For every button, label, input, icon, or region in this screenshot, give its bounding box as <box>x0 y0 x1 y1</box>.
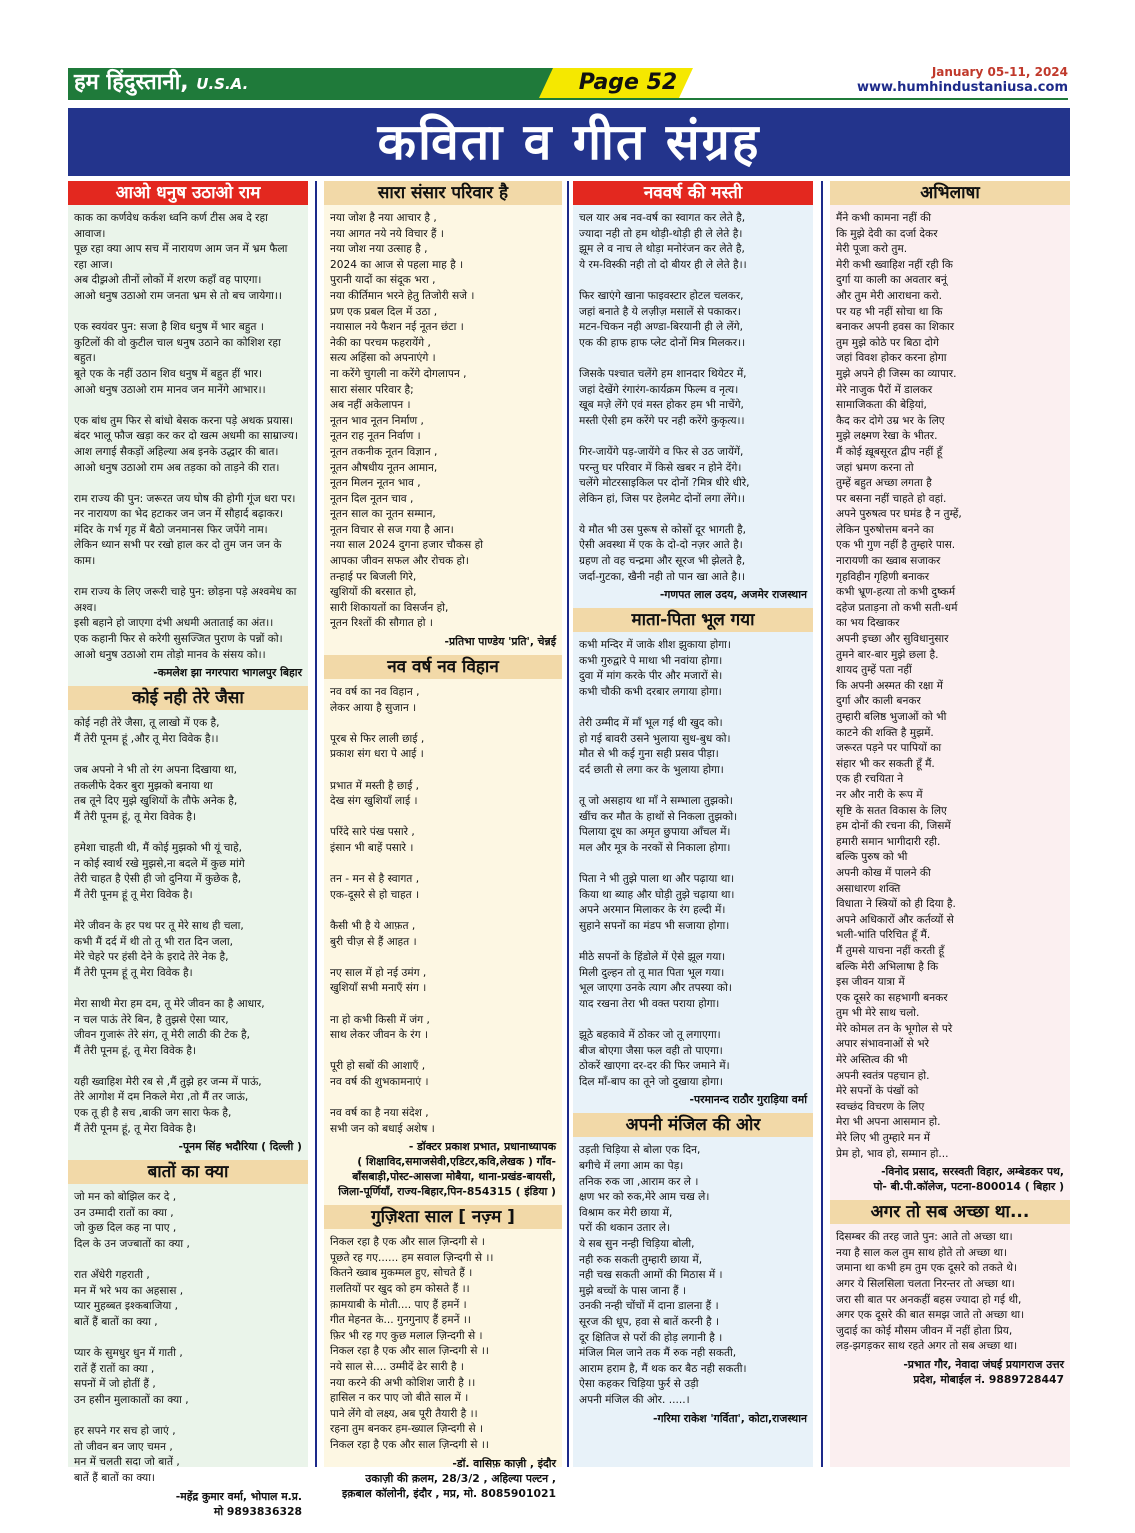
poem-body: मैंने कभी कामना नहीं की कि मुझे देवी का दर्जा देकर मेरी पूजा करो तुम. मेरी कभी ख्वाहिश नहीं रही कि दुर्गा या काली का अवतार बनूं और तुम मेरी आराधना करो. पर यह भी नहीं सोचा था कि बनाकर अपनी हवस का शिकार तुम मुझे कोठे पर बिठा दोगे जहां विवश होकर करना होगा मुझे अपने ही जिस्म का व्यापार. मेरे नाजुक पैरों में डालकर सामाजिकता की बेड़ियां, कैद कर दोगे उम्र भर के लिए मुझे लक्ष्मण रेखा के भीतर. मैं कोई ख़ूबसूरत द्वीप नहीं हूँ जहां भ्रमण करना तो तुम्हें बहुत अच्छा लगता है पर बसना नहीं चाहते हो वहां. अपने पुरुषत्व पर घमंड है न तुम्हें, लेकिन पुरुषोत्तम बनने का एक भी गुण नहीं है तुम्हारे पास. नारायणी का ख्वाब सजाकर गृहविहीन गृहिणी बनाकर कभी भ्रूण-हत्या तो कभी दुष्कर्म दहेज प्रताड़ना तो कभी सती-धर्म का भय दिखाकर अपनी इच्छा और सुविधानुसार तुमने बार-बार मुझे छला है. शायद तुम्हें पता नहीं कि अपनी अस्मत की रक्षा में दुर्गा और काली बनकर तुम्हारी बलिष्ठ भुजाओं को भी काटने की शक्ति है मुझमें. जरूरत पड़ने पर पापियों का संहार भी कर सकती हूँ मैं. एक ही रचयिता ने नर और नारी के रूप में सृष्टि के सतत विकास के लिए हम दोनों की रचना की, जिसमें हमारी समान भागीदारी रही. बल्कि पुरुष को भी अपनी कोख में पालने की असाधारण शक्ति विधाता ने स्त्रियों को ही दिया है. अपने अधिकारों और कर्तव्यों से भली-भांति परिचित हूँ मैं. मैं तुमसे याचना नहीं करती हूँ बल्कि मेरी अभिलाषा है कि इस जीवन यात्रा में एक दूसरे का सहभागी बनकर तुम भी मेरे साथ चलो. मेरे कोमल तन के भूगोल से परे अपार संभावनाओं से भरे मेरे अस्तित्व की भी अपनी स्वतंत्र पहचान हो. मेरे सपनों के पंखों को स्वच्छंद विचरण के लिए मेरा भी अपना आसमान हो. मेरे लिए भी तुम्हारे मन में प्रेम हो, भाव हो, सम्मान हो... <box>836 212 962 1160</box>
poem-author: -गरिमा राकेश 'गर्विता', कोटा,राजस्थान <box>652 1411 807 1425</box>
masthead-title: हम हिंदुस्तानी, <box>74 70 189 95</box>
poem-title: अपनी मंजिल की ओर <box>573 1113 813 1137</box>
poem-title: सारा संसार परिवार है <box>324 181 562 205</box>
column-divider <box>821 181 823 1467</box>
issue-date: January 05-11, 2024 <box>931 65 1068 79</box>
poem-body: नया जोश है नया आचार है , नया आगत नये नये विचार हैं । नया जोश नया उत्साह है , 2024 का आज से पहला माह है । पुरानी यादों का संदूक भरा , नया कीर्तिमान भरने हेतु तिजोरी सजे । प्रण एक प्रबल दिल में उठा , नयासाल नये फैशन नई नूतन छंटा । नेकी का परचम फहरायेंगे , सत्य अहिंसा को अपनाएंगे । ना करेंगे चुगली ना करेंगे दोगलापन , सारा संसार परिवार है; अब नहीं अकेलापन । नूतन भाव नूतन निर्माण , नूतन राह नूतन निर्वाण । नूतन तकनीक नूतन विज्ञान , नूतन औषधीय नूतन आमान, नूतन मिलन नूतन भाव , नूतन दिल नूतन चाव , नूतन साल का नूतन सम्मान, नूतन विचार से सज गया है आन। नया साल 2024 दुगना हजार चौकस हो आपका जीवन सफल और रोचक हो। तन्हाई पर बिजली गिरे, खुशियों की बरसात हो, सारी शिकायतों का विसर्जन हो, नूतन रिश्तों की सौगात हो । <box>330 212 483 630</box>
poem-body: निकल रहा है एक और साल ज़िन्दगी से । पूछते रह गए...... हम सवाल ज़िन्दगी से ।। कितने ख्वाब मुकम्मल हुए, सोचते हैं । ग़लतियों पर खुद को हम कोसते हैं ।। क़ामयाबी के मोती.... पाए हैं हमनें । गीत मेहनत के... गुनगुनाए हैं हमनें ।। फ़िर भी रह गए कुछ मलाल ज़िन्दगी से । निकल रहा है एक और साल ज़िन्दगी से ।। नये साल से.... उम्मीदें ढेर सारी है । नया करने की अभी कोशिश जारी है ।। हासिल न कर पाए जो बीते साल में । पाने लेंगे वो लक्ष्य, अब पूरी तैयारी है ।। रहना तुम बनकर हम-ख्याल ज़िन्दगी से । निकल रहा है एक और साल ज़िन्दगी से ।। <box>330 1236 494 1451</box>
poem-author: -प्रतिभा पाण्डेय 'प्रति', चेन्नई <box>444 635 556 649</box>
poem-author: -कमलेश झा नगरपारा भागलपुर बिहार <box>153 666 302 680</box>
poem-body: काक का कर्णवेध कर्कश ध्वनि कर्ण टीस अब दे रहा आवाज। पूछ रहा क्या आप सच में नारायण आम जन में भ्रम फैला रहा आज। अब दीझ़ओ तीनों लोकों में शरण कहाँ वह पाएगा। आओ धनुष उठाओ राम जनता भ्रम से तो बच जायेगा।। एक स्वयंवर पुन: सजा है शिव धनुष में भार बहुत । कुटिलों की वो कुटील चाल धनुष उठाने का कोशिश रहा बहुत। बूते एक के नहीं उठान शिव धनुष में बहुत हीं भार। आओ धनुष उठाओ राम मानव जन मानेंगे आभार।। एक बांध तुम फिर से बांधो बेसक करना पड़े अथक प्रयास। बंदर भालू फौज खड़ा कर कर दो खत्म अधमी का साम्राज्य। आश लगाई सैकड़ों अहिल्या अब इनके उद्धार की बात। आओ धनुष उठाओ राम अब तड़का को ताड़ने की रात। राम राज्य की पुन: जरूरत जय घोष की होगी गूंज धरा पर। नर नारायण का भेद हटाकर जन जन में सौहार्द बढ़ाकर। मंदिर के गर्भ गृह में बैठो जनमानस फिर जपेंगे नाम। लेकिन ध्यान सभी पर रखो हाल कर दो तुम जन जन के काम। राम राज्य के लिए जरूरी चाहे पुन: छोड़ना पड़े अश्वमेध का अश्व। इसी बहाने हो जाएगा दंभी अधमी अताताई का अंत।। एक कहानी फिर से करेगी सुसज्जित पुराण के पन्नों को। आओ धनुष उठाओ राम तोड़ो मानव के संसय को।। <box>74 212 298 661</box>
poem-author: -गणपत लाल उदय, अजमेर राजस्थान <box>659 588 807 602</box>
poem-title: आओ धनुष उठाओ राम <box>68 181 308 205</box>
column-1 <box>68 181 308 1518</box>
page-header <box>68 64 1068 100</box>
dateline <box>857 64 1068 96</box>
column-divider <box>567 181 569 1467</box>
poem-author: -परमानन्द राठौर गुराड़िया वर्मा <box>689 1093 807 1107</box>
section-banner: कविता व गीत संग्रह <box>68 108 1070 176</box>
poem-author: -पूनम सिंह भदौरिया ( दिल्ली ) <box>178 1140 302 1154</box>
poem-title: अगर तो सब अच्छा था... <box>830 1200 1070 1224</box>
poem-title: नववर्ष की मस्ती <box>573 181 813 205</box>
poem-title: माता-पिता भूल गया <box>573 608 813 632</box>
poem-title: नव वर्ष नव विहान <box>324 655 562 679</box>
poem-author: -विनोद प्रसाद, सरस्वती विहार, अम्बेडकर पथ, पो- बी.पी.कॉलेज, पटना-800014 ( बिहार ) <box>873 1165 1064 1194</box>
poem-author: -महेंद्र कुमार वर्मा, भोपाल म.प्र. मो 9893836328 <box>175 1489 302 1518</box>
website-link[interactable]: www.humhindustaniusa.com <box>856 80 1068 95</box>
poem-title: कोई नही तेरे जैसा <box>68 686 308 710</box>
header-rule <box>68 98 1068 100</box>
poem-body: कभी मन्दिर में जाके शीश झुकाया होगा। कभी गुरुद्वारे पे माथा भी नवांया होगा। दुवा में मांग करके पीर और मजारों से। कभी चौकी कभी दरबार लगाया होगा। तेरी उम्मीद में माँ भूल गई थी खुद को। हो गई बावरी उसने भुलाया सुध-बुध को। मौत से भी कई गुना सही प्रसव पीड़ा। दर्द छाती से लगा कर के भुलाया होगा। तू जो असहाय था माँ ने सम्भाला तुझको। खींच कर मौत के हाथों से निकला तुझको। पिलाया दूध का अमृत छुपाया आँचल में। मल और मूत्र के नरकों से निकाला होगा। पिता ने भी तुझे पाला था और पढ़ाया था। किया था ब्याह और घोड़ी तुझे चढ़ाया था। अपने अरमान मिलाकर के रंग हल्दी में। सुहाने सपनों का मंडप भी सजाया होगा। मीठे सपनों के हिंडोले में ऐसे झूल गया। मिली दुल्हन तो तू मात पिता भूल गया। भूल जाएगा उनके त्याग और तपस्या को। याद रखना तेरा भी वक्त पराया होगा। झूठे बहकावे में ठोकर जो तू लगाएगा। बीज बोएगा जैसा फल वही तो पाएगा। ठोकरें खाएगा दर-दर की फिर जमाने में। दिल माँ-बाप का तूने जो दुखाया होगा। <box>579 639 738 1088</box>
poem-body: चल यार अब नव-वर्ष का स्वागत कर लेते है, ज्यादा नही तो हम थोड़ी-थोड़ी ही ले लेते है। झूम ले व नाच ले थोड़ा मनोरंजन कर लेते है, ये रम-विस्की नही तो दो बीयर ही ले लेते है।। फिर खाएंगे खाना फाइवस्टार होटल चलकर, जहां बनाते है ये लज़ीज़ मसालें से पकाकर। मटन-चिकन नही अण्डा-बिरयानी ही ले लेंगे, एक की हाफ हाफ प्लेट दोनों मित्र मिलकर।। जिसके पश्चात चलेंगे हम शानदार थियेटर में, जहां देखेंगे रंगारंग-कार्यक्रम फिल्म व नृत्य। खूब मज़े लेंगे एवं मस्त होकर हम भी नाचेंगे, मस्ती ऐसी हम करेंगे पर नही करेंगे कुकृत्य।। गिर-जायेंगे पड़-जायेंगे व फिर से उठ जायेंगें, परन्तु घर परिवार में किसे खबर न होने देंगे। चलेंगे मोटरसाइकिल पर दोनों ?मित्र धीरे धीरे, लेकिन हां, जिस पर हेलमेट दोनों लगा लेंगे।। ये मौत भी उस पुरूष से कोसों दूर भागती है, ऐसी अवस्था में एक के दो-दो नज़र आते है। ग्रहण तो वह चन्द्रमा और सूरज भी झेलते है, जर्दा-गुटका, खैनी नही तो पान खा आते है।। <box>579 212 750 583</box>
poem-body: नव वर्ष का नव विहान , लेकर आया है सुजान । पूरब से फिर लाली छाई , प्रकाश संग धरा पे आई । प्रभात में मस्ती है छाई , देख संग खुशियाँ लाई । परिंदे सारे पंख पसारे , इंसान भी बाहें पसारे । तन - मन से है स्वागत , एक-दूसरे से हो चाहत । कैसी भी है ये आफ़त , बुरी चीज़ से हैं आहत । नए साल में हो नई उमंग , खुशियाँ सभी मनाएँ संग । ना हो कभी किसी में जंग , साथ लेकर जीवन के रंग । पूरी हो सबों की आशाएँ , नव वर्ष की शुभकामनाएं । नव वर्ष का है नया संदेश , सभी जन को बधाई अशेष । <box>330 686 435 1135</box>
poem-body: कोई नही तेरे जैसा, तू लाखो में एक है, मैं तेरी पूनम हूं ,और तू मेरा विवेक है।। जब अपनो ने भी तो रंग अपना दिखाया था, तकलीफे देकर बुरा मुझको बनाया था तब तूने दिए मुझे खुशियों के तौफे अनेक है, मैं तेरी पूनम हूं, तू मेरा विवेक है। हमेशा चाहती थी, मैं कोई मुझको भी यूं चाहे, न कोई स्वार्थ रखे मुझसे,ना बदले में कुछ मांगे तेरी चाहत है ऐसी ही जो दुनिया में कुछेक है, मैं तेरी पूनम हूं तू मेरा विवेक है। मेरे जीवन के हर पथ पर तू मेरे साथ ही चला, कभी मैं दर्द में थी तो तू भी रात दिन जला, मेरे चेहरे पर हंसी देने के इरादे तेरे नेक है, मैं तेरी पूनम हूं तू मेरा विवेक है। मेरा साथी मेरा हम दम, तू मेरे जीवन का है आधार, न चल पाऊं तेरे बिन, है तुझसे ऐसा प्यार, जीवन गुजारूं तेरे संग, तू मेरी लाठी की टेक है, मैं तेरी पूनम हूं, तू मेरा विवेक है। यही ख्वाहिश मेरी रब से ,मैं तुझे हर जन्म में पाऊं, तेरे आगोश में दम निकले मेरा ,तो मैं तर जाऊं, एक तू ही है सच ,बाकी जग सारा फेक है, मैं तेरी पूनम हूं, तू मेरा विवेक है। <box>74 717 265 1135</box>
poem-author: - डॉक्टर प्रकाश प्रभात, प्रधानाध्यापक ( शिक्षाविद,समाजसेवी,एडिटर,कवि,लेखक ) गाँव- बाँसबाड़ी,पोस्ट-आसजा मोबैया, थाना-प्रखंड-बायसी, जिला-पूर्णियाँ, राज्य-बिहार,पिन-854315 ( इंडिया ) <box>338 1140 556 1199</box>
poem-body: दिसम्बर की तरह जाते पुन: आते तो अच्छा था। नया है साल कल तुम साथ होते तो अच्छा था। जमाना था कभी हम तुम एक दूसरे को तकते थे। अगर ये सिलसिला चलता निरन्तर तो अच्छा था। जरा सी बात पर अनकहीं बहस ज्यादा हो गई थी, अगर एक दूसरे की बात समझ जाते तो अच्छा था। जुदाई का कोई मौसम जीवन में नहीं होता प्रिय, लड़-झगड़कर साथ रहते अगर तो सब अच्छा था। <box>836 1231 1025 1353</box>
column-2 <box>324 181 562 1500</box>
masthead-suffix: U.S.A. <box>196 75 249 93</box>
column-3 <box>573 181 813 1467</box>
poem-title: गुज़िश्ता साल [ नज़्म ] <box>324 1205 562 1229</box>
column-divider <box>315 181 317 1467</box>
column-4 <box>830 181 1070 1467</box>
poem-title: अभिलाषा <box>830 181 1070 205</box>
masthead <box>68 68 558 98</box>
poem-author: -डॉ. वासिफ़ काज़ी , इंदौर उकाज़ी की क़लम, 28/3/2 , अहिल्या पल्टन , इक़बाल कॉलोनी, इंदौर , मप्र, मो. 8085901021 <box>341 1456 556 1500</box>
poem-body: जो मन को बोझिल कर दे , उन उम्मादी रातों का क्या , जो कुछ दिल कह ना पाए , दिल के उन जज्बातों का क्या , रात अँधेरी गहराती , मन में भरे भय का अहसास , प्यार मुहब्बत इश्कबाजिया , बातें हैं बातों का क्या , प्यार के सुमधुर धुन में गाती , रातें हैं रातों का क्या , सपनों में जो होतीं हैं , उन हसीन मुलाकातों का क्या , हर सपने गर सच हो जाएं , तो जीवन बन जाए चमन , मन में चलती सदा जो बातें , बातें हैं बातों का क्या। <box>74 1191 190 1484</box>
poem-author: -प्रभात गौर, नेवादा जंघई प्रयागराज उत्तर प्रदेश, मोबाईल नं. 9889728447 <box>903 1357 1064 1386</box>
page-number: Page 52 <box>578 70 678 95</box>
poem-title: बातों का क्या <box>68 1160 308 1184</box>
poem-body: उड़ती चिड़िया से बोला एक दिन, बगीचे में लगा आम का पेड़। तनिक रुक जा ,आराम कर ले । क्षण भर को रुक,मेरे आम चख ले। विश्राम कर मेरी छाया में, परों की थकान उतार ले। ये सब सुन नन्ही चिड़िया बोली, नही रुक सकती तुम्हारी छाया में, नही चख सकती आमों की मिठास में । मुझे बच्चों के पास जाना हैं । उनकी नन्ही चोंचों में दाना डालना हैं । सूरज की धूप, हवा से बातें करनी है । दूर क्षितिज से परों की होड़ लगानी है । मंजिल मिल जाने तक मैं रुक नही सकती, आराम हराम है, मैं थक कर बैठ नही सकती। ऐसा कहकर चिड़िया फुर्र से उड़ी अपनी मंजिल की ओर. .....। <box>579 1144 747 1406</box>
